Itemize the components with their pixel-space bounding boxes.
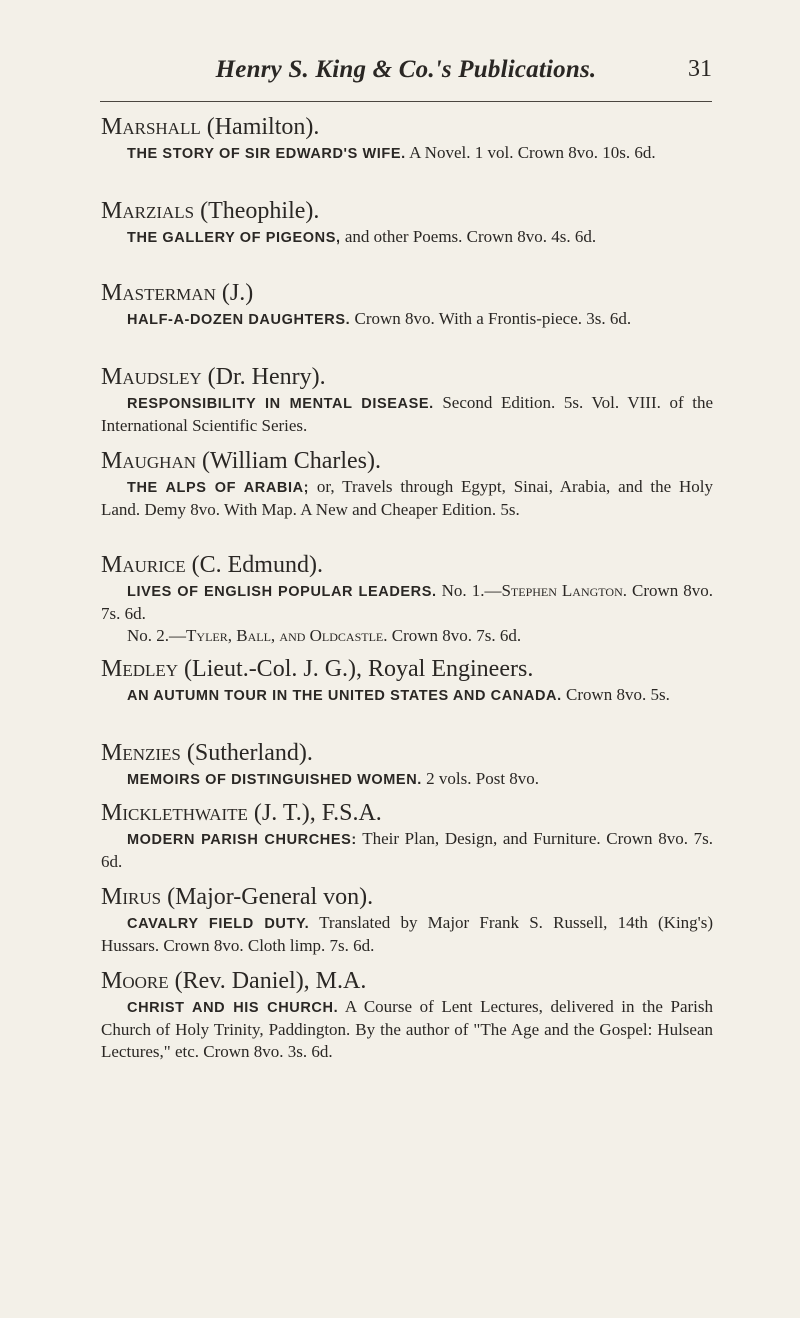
author-heading xyxy=(101,882,713,912)
author-surname: Maudsley xyxy=(101,364,202,390)
work-details: Translated by Major Frank S. Russell, 14th (King's) Hussars. Crown 8vo. Cloth limp. 7s. 6d. xyxy=(101,913,714,955)
catalogue-entry xyxy=(101,196,713,249)
work-title: AN AUTUMN TOUR IN THE UNITED STATES AND CANADA. xyxy=(127,688,562,704)
catalogue-entry xyxy=(101,550,713,647)
work-title: THE STORY OF SIR EDWARD'S WIFE. xyxy=(127,146,406,162)
work-details: 2 vols. Post 8vo. xyxy=(426,769,540,788)
running-head xyxy=(100,56,712,92)
catalogue-entry xyxy=(101,798,713,873)
work-listing xyxy=(101,996,713,1063)
author-forenames: (Hamilton). xyxy=(206,114,320,140)
work-details: Crown 8vo. With a Frontis-piece. 3s. 6d. xyxy=(354,309,632,328)
work-details: Crown 8vo. 5s. xyxy=(565,685,670,704)
author-surname: Maughan xyxy=(101,448,197,474)
work-listing xyxy=(101,308,713,331)
work-title: MODERN PARISH CHURCHES: xyxy=(127,832,357,848)
author-forenames: (Sutherland). xyxy=(186,740,313,766)
work-title: MEMOIRS OF DISTINGUISHED WOMEN. xyxy=(127,772,422,788)
catalogue-entry xyxy=(101,966,713,1063)
author-heading xyxy=(101,654,713,684)
catalogue-entry xyxy=(101,446,713,521)
catalogue-entry xyxy=(101,362,713,437)
work-title: THE GALLERY OF PIGEONS, xyxy=(127,230,341,246)
work-listing xyxy=(101,226,713,249)
author-forenames: (Lieut.-Col. J. G.), Royal Engineers. xyxy=(184,656,534,682)
author-heading xyxy=(101,550,713,580)
author-heading xyxy=(101,278,713,308)
catalogue-entry xyxy=(101,278,713,331)
author-heading xyxy=(101,362,713,392)
work-details: Crown 8vo. 7s. 6d. xyxy=(101,581,714,623)
author-heading xyxy=(101,196,713,226)
page-number: 31 xyxy=(688,56,712,82)
work-details: or, Travels through Egypt, Sinai, Arabia, and the Holy Land. Demy 8vo. With Map. A New and Cheaper Edition. 5s. xyxy=(101,477,713,519)
work-listing xyxy=(101,476,713,521)
author-forenames: (J.) xyxy=(221,280,254,306)
author-surname: Maurice xyxy=(101,552,186,578)
work-listing xyxy=(101,768,713,791)
author-heading xyxy=(101,798,713,828)
work-title: CHRIST AND HIS CHURCH. xyxy=(127,1000,339,1016)
work-title: CAVALRY FIELD DUTY. xyxy=(127,916,310,932)
catalogue-entry xyxy=(101,882,713,957)
work-details: A Novel. 1 vol. Crown 8vo. 10s. 6d. xyxy=(409,143,656,162)
author-forenames: (Theophile). xyxy=(200,198,320,224)
author-surname: Marzials xyxy=(101,198,195,224)
work-subject: Tyler, Ball, and Oldcastle. xyxy=(186,626,388,645)
author-surname: Marshall xyxy=(101,114,201,140)
catalogue-entry xyxy=(101,738,713,791)
author-surname: Moore xyxy=(101,968,169,994)
work-listing xyxy=(101,580,713,647)
work-number: No. 1.— xyxy=(441,581,502,600)
header-rule xyxy=(100,101,712,102)
author-forenames: (C. Edmund). xyxy=(191,552,323,578)
work-title: RESPONSIBILITY IN MENTAL DISEASE. xyxy=(127,396,434,412)
author-forenames: (William Charles). xyxy=(202,448,381,474)
work-number: No. 2.— xyxy=(127,626,187,645)
author-forenames: (Rev. Daniel), M.A. xyxy=(174,968,367,994)
work-title: HALF-A-DOZEN DAUGHTERS. xyxy=(127,312,351,328)
author-surname: Micklethwaite xyxy=(101,800,248,826)
running-title: Henry S. King & Co.'s Publications. xyxy=(215,56,597,83)
work-title: THE ALPS OF ARABIA; xyxy=(127,480,310,496)
author-forenames: (Dr. Henry). xyxy=(207,364,326,390)
author-forenames: (J. T.), F.S.A. xyxy=(253,800,382,826)
work-title: LIVES OF ENGLISH POPULAR LEADERS. xyxy=(127,584,437,600)
author-surname: Menzies xyxy=(101,740,181,766)
work-listing xyxy=(101,684,713,707)
author-heading xyxy=(101,112,713,142)
catalogue-entry xyxy=(101,654,713,707)
work-details: Their Plan, Design, and Furniture. Crown 8vo. 7s. 6d. xyxy=(101,829,713,871)
author-surname: Medley xyxy=(101,656,179,682)
author-heading xyxy=(101,966,713,996)
catalogue-entry xyxy=(101,112,713,165)
author-heading xyxy=(101,738,713,768)
work-details: Second Edition. 5s. Vol. VIII. of the International Scientific Series. xyxy=(101,393,713,435)
author-forenames: (Major-General von). xyxy=(167,884,374,910)
author-surname: Masterman xyxy=(101,280,216,306)
work-details: and other Poems. Crown 8vo. 4s. 6d. xyxy=(344,227,597,246)
work-details: A Course of Lent Lectures, delivered in the Parish Church of Holy Trinity, Paddington. By the author of "The Age and the Gospel: Hulsean Lectures," etc. Crown 8vo. 3s. 6d. xyxy=(101,997,714,1061)
work-subject: Stephen Langton. xyxy=(501,581,627,600)
author-surname: Mirus xyxy=(101,884,162,910)
author-heading xyxy=(101,446,713,476)
work-listing xyxy=(101,142,713,165)
work-details: Crown 8vo. 7s. 6d. xyxy=(391,626,522,645)
work-listing xyxy=(101,392,713,437)
work-listing xyxy=(101,828,713,873)
work-listing xyxy=(101,912,713,957)
